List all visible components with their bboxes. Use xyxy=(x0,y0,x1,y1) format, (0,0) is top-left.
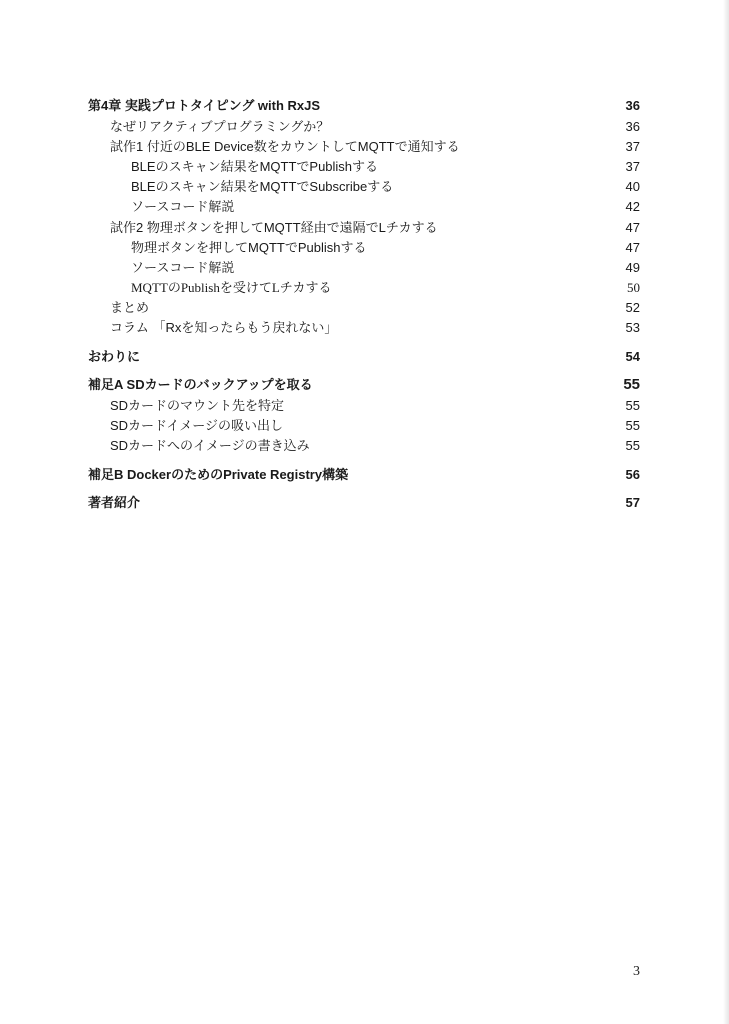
toc-entry-title: 第4章 実践プロトタイピング with RxJS xyxy=(88,98,321,113)
toc-entry-title: BLEのスキャン結果をMQTTでSubscribeする xyxy=(131,179,394,194)
toc-entry-page: 54 xyxy=(625,349,640,364)
toc-entry-page: 47 xyxy=(625,220,640,235)
toc-entry-page: 55 xyxy=(625,418,640,433)
toc-section[interactable] xyxy=(88,396,640,416)
toc-section[interactable] xyxy=(88,298,640,318)
toc-entry-page: 50 xyxy=(627,280,640,295)
toc-entry-title: 試作2 物理ボタンを押してMQTT経由で遠隔でLチカする xyxy=(110,220,438,235)
toc-appendix-a[interactable] xyxy=(88,375,640,395)
toc-subsection[interactable] xyxy=(88,278,640,298)
toc-entry-title: 補足A SDカードのバックアップを取る xyxy=(88,377,313,392)
toc-entry-title: BLEのスキャン結果をMQTTでPublishする xyxy=(131,159,379,174)
toc-entry-page: 36 xyxy=(625,119,640,134)
toc-entry-title: SDカードへのイメージの書き込み xyxy=(110,438,310,453)
toc-entry-title: 物理ボタンを押してMQTTでPublishする xyxy=(131,240,367,255)
toc-entry-page: 57 xyxy=(625,495,640,510)
toc-entry-title: ソースコード解説 xyxy=(131,260,235,275)
toc-entry-title: SDカードイメージの吸い出し xyxy=(110,418,284,433)
toc-section[interactable] xyxy=(88,416,640,436)
toc-entry-title: まとめ xyxy=(110,300,150,315)
toc-subsection[interactable] xyxy=(88,157,640,177)
toc-entry-page: 52 xyxy=(625,300,640,315)
toc-entry-page: 53 xyxy=(625,320,640,335)
toc-entry-title: コラム 「Rxを知ったらもう戻れない」 xyxy=(110,320,338,335)
toc-entry-page: 37 xyxy=(625,159,640,174)
toc-chapter-afterword[interactable] xyxy=(88,347,640,367)
toc-section[interactable] xyxy=(88,436,640,456)
toc-section[interactable] xyxy=(88,117,640,137)
toc-section[interactable] xyxy=(88,137,640,157)
toc-subsection[interactable] xyxy=(88,238,640,258)
toc-entry-page: 47 xyxy=(625,240,640,255)
toc-entry-page: 56 xyxy=(625,467,640,482)
toc-entry-title: ソースコード解説 xyxy=(131,199,235,214)
toc-appendix-b[interactable] xyxy=(88,465,640,485)
toc-entry-title: MQTTのPublishを受けてLチカする xyxy=(131,280,332,295)
toc-entry-page: 55 xyxy=(623,376,640,393)
toc-entry-page: 40 xyxy=(625,179,640,194)
toc-subsection[interactable] xyxy=(88,177,640,197)
toc-entry-page: 37 xyxy=(625,139,640,154)
toc-entry-title: 試作1 付近のBLE Device数をカウントしてMQTTで通知する xyxy=(110,139,460,154)
toc-entry-title: おわりに xyxy=(88,349,141,364)
toc-entry-page: 55 xyxy=(625,398,640,413)
toc-entry-page: 42 xyxy=(625,199,640,214)
toc-entry-page: 55 xyxy=(625,438,640,453)
toc-entry-title: なぜリアクティブプログラミングか？ xyxy=(110,119,330,134)
toc-entry-title: 著者紹介 xyxy=(88,495,141,510)
toc-section[interactable] xyxy=(88,318,640,338)
toc-chapter-4[interactable] xyxy=(88,96,640,116)
toc-entry-title: 補足B DockerのためのPrivate Registry構築 xyxy=(88,467,349,482)
toc-author-profile[interactable] xyxy=(88,493,640,513)
toc-entry-page: 36 xyxy=(625,98,640,113)
toc-subsection[interactable] xyxy=(88,258,640,278)
page-number: 3 xyxy=(633,964,640,979)
toc-subsection[interactable] xyxy=(88,197,640,217)
toc-entry-title: SDカードのマウント先を特定 xyxy=(110,398,285,413)
toc-section[interactable] xyxy=(88,218,640,238)
toc-entry-page: 49 xyxy=(625,260,640,275)
